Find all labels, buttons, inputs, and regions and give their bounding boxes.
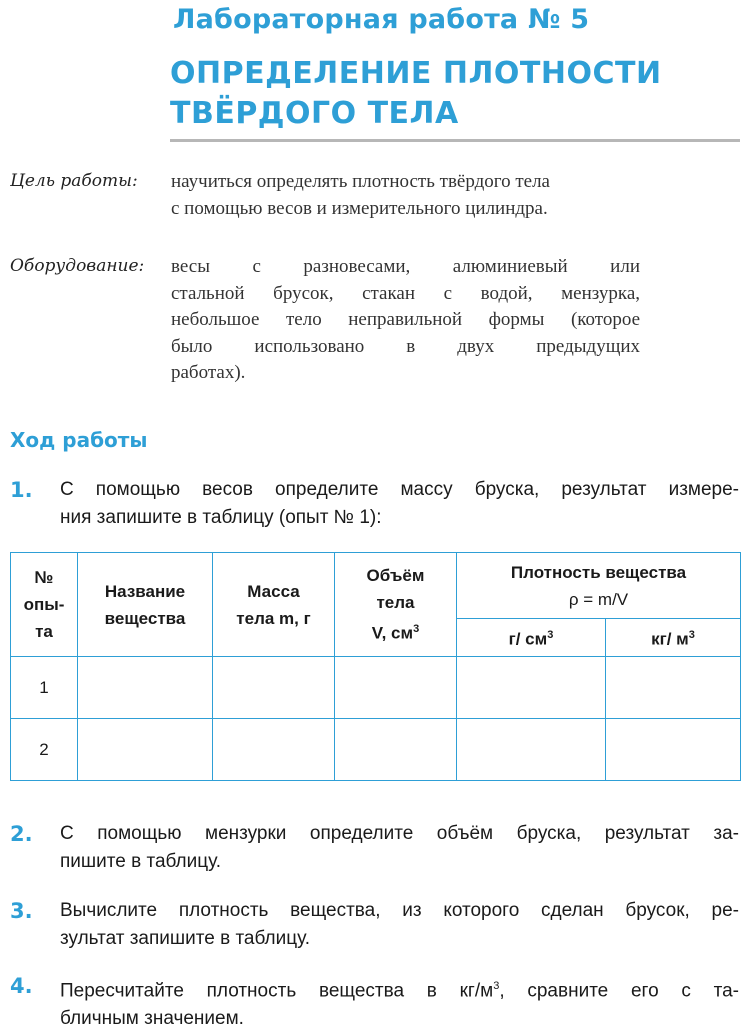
step-line: бличным значением. [60, 1008, 244, 1030]
col-header-substance: Название вещества [78, 553, 213, 657]
equipment-line: небольшое тело неправильной формы (которое [171, 309, 640, 330]
table-row [11, 657, 741, 719]
volume-cell[interactable] [335, 719, 457, 781]
step-4-number: 4. [10, 974, 33, 998]
lab-number-heading: Лабораторная работа № 5 [173, 4, 590, 35]
col-header-unit-kg-m3: кг/ $м^3$ [606, 619, 741, 657]
step-line: С помощью мензурки определите объём бруска, результат за- [60, 823, 739, 844]
step-2-number: 2. [10, 822, 33, 846]
title-line-1: ОПРЕДЕЛЕНИЕ ПЛОТНОСТИ [170, 56, 662, 91]
step-line: С помощью весов определите массу бруска, результат измере- [60, 479, 739, 500]
equipment-label: Оборудование: [10, 256, 145, 276]
col-header-unit-g-cm3: г/ $см^3$ [457, 619, 606, 657]
density-kg-cell[interactable] [606, 657, 741, 719]
equipment-line: весы с разновесами, алюминиевый или [171, 256, 640, 277]
step-1-text [60, 476, 739, 532]
mass-cell[interactable] [213, 657, 335, 719]
goal-label: Цель работы: [10, 171, 138, 191]
step-line: ния запишите в таблицу (опыт № 1): [60, 507, 382, 528]
goal-line: научиться определять плотность твёрдого тела [171, 171, 550, 192]
goal-text [171, 169, 641, 222]
density-formula: ρ = m/V [568, 589, 629, 609]
mass-cell[interactable] [213, 719, 335, 781]
title-line-2: ТВЁРДОГО ТЕЛА [170, 96, 459, 131]
substance-cell[interactable] [78, 719, 213, 781]
goal-line: с помощью весов и измерительного цилиндра. [171, 197, 548, 219]
step-3-text [60, 897, 739, 953]
step-3-number: 3. [10, 899, 33, 923]
trial-number-cell: 1 [11, 657, 78, 719]
step-1-number: 1. [10, 478, 33, 502]
step-line: пишите в таблицу. [60, 851, 222, 872]
title-divider [170, 139, 740, 142]
step-2-text [60, 820, 739, 876]
trial-number-cell: 2 [11, 719, 78, 781]
equipment-line: было использовано в двух предыдущих [171, 335, 640, 357]
equipment-text [171, 254, 640, 387]
equipment-line: стальной брусок, стакан с водой, мензурка, [171, 282, 640, 304]
density-g-cell[interactable] [457, 719, 606, 781]
step-line: Вычислите плотность вещества, из которого сделан брусок, ре- [60, 900, 739, 921]
col-header-density: Плотность вещества ρ = m/V [457, 553, 741, 619]
table-row [11, 719, 741, 781]
measurement-table [10, 552, 741, 781]
density-g-cell[interactable] [457, 657, 606, 719]
col-header-trial-number: № опы- та [11, 553, 78, 657]
section-title: Ход работы [10, 428, 148, 452]
col-header-mass: Масса тела m, г [213, 553, 335, 657]
step-line: зультат запишите в таблицу. [60, 928, 310, 949]
step-line: Пересчитайте плотность вещества в $кг/м^3$, сравните его с та- [60, 980, 740, 1002]
equipment-line: работах). [171, 362, 246, 383]
density-kg-cell[interactable] [606, 719, 741, 781]
volume-cell[interactable] [335, 657, 457, 719]
page-title [170, 54, 662, 134]
col-header-volume: Объём тела V, $см^3$ [335, 553, 457, 657]
substance-cell[interactable] [78, 657, 213, 719]
